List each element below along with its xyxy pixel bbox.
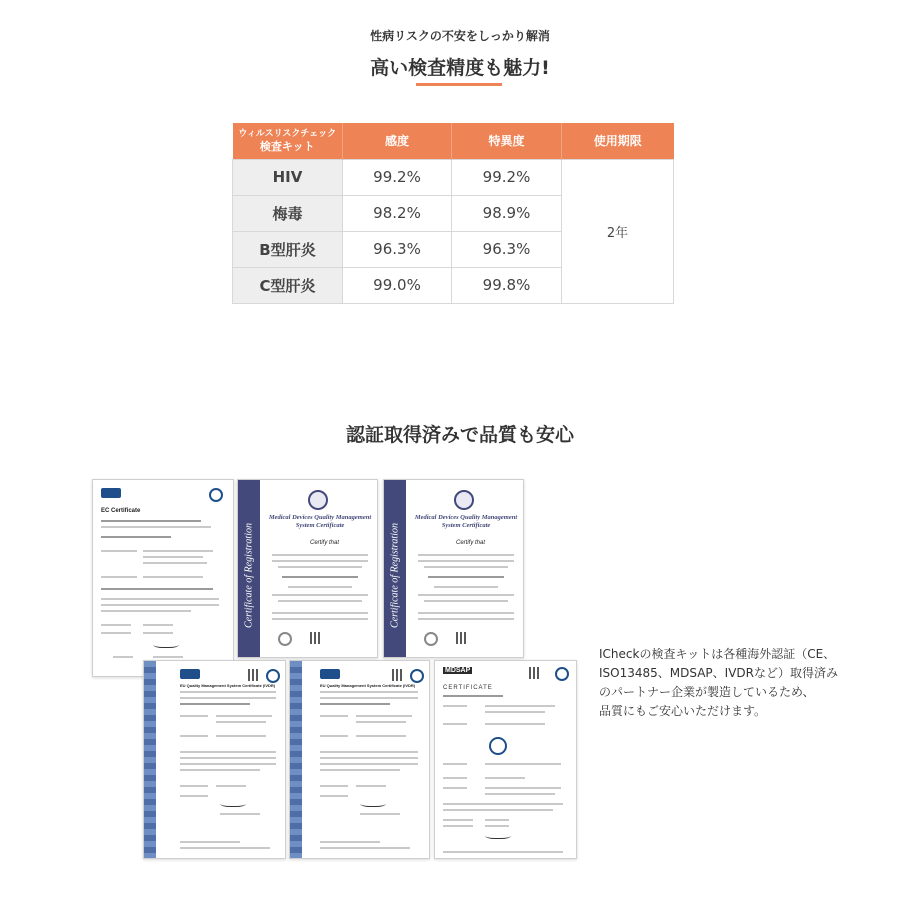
section-title: 高い検査精度も魅力! (370, 57, 550, 79)
ec-certificate-image (92, 479, 234, 677)
table-row (233, 159, 674, 195)
title-underline (416, 83, 502, 86)
section-subtitle: 性病リスクの不安をしっかり解消 (370, 29, 550, 43)
registration-certify: Certify that (310, 540, 340, 546)
tuv-seal-icon (266, 669, 280, 683)
header-sensitivity: 感度 (343, 123, 452, 159)
eu-qms-certificate-image (143, 660, 286, 859)
registration-title: Medical Devices Quality Management System Certificate (268, 514, 372, 529)
row-specificity: 98.9% (452, 195, 562, 231)
row-name: 梅毒 (233, 195, 343, 231)
qr-code-icon (456, 632, 468, 644)
certification-title: 認証取得済みで品質も安心 (345, 424, 574, 446)
accuracy-table (232, 123, 674, 304)
tuv-logo-icon (180, 669, 200, 679)
registration-certificate-image (383, 479, 524, 658)
certification-description (599, 645, 859, 721)
signature-icon (485, 831, 511, 839)
mdsap-certificate-image (434, 660, 577, 859)
iaf-logo-icon (278, 632, 292, 646)
tuv-seal-icon (555, 667, 569, 681)
registration-certify: Certify that (456, 540, 486, 546)
eu-qms-heading: EU Quality Management System Certificate (IVDR) (180, 683, 276, 688)
registration-band-text: Certificate of Registration (389, 523, 401, 628)
qr-code-icon (248, 669, 260, 681)
mdsap-logo: MDSAP (445, 667, 471, 674)
registration-band-text: Certificate of Registration (243, 523, 255, 628)
mdsap-certificate-word: CERTIFICATE (443, 685, 493, 691)
expiry-value: 2年 (562, 159, 674, 303)
description-line: 品質にもご安心いただけます。 (599, 704, 767, 718)
row-specificity: 99.2% (452, 159, 562, 195)
tuv-logo-icon (320, 669, 340, 679)
table-header-row (233, 123, 674, 159)
registration-seal-icon (308, 490, 328, 510)
row-sensitivity: 96.3% (343, 231, 452, 267)
header-expiry: 使用期限 (562, 123, 674, 159)
row-sensitivity: 99.2% (343, 159, 452, 195)
header-kit: ウィルスリスクチェック 検査キット (233, 123, 343, 159)
signature-icon (153, 640, 179, 648)
description-line: ISO13485、MDSAP、IVDRなど）取得済み (599, 666, 838, 680)
qr-code-icon (310, 632, 322, 644)
tuv-logo-icon (489, 737, 507, 755)
tuv-seal-icon (410, 669, 424, 683)
row-name: HIV (233, 159, 343, 195)
tuv-seal-icon (209, 488, 223, 502)
row-sensitivity: 99.0% (343, 267, 452, 303)
eu-qms-certificate-image (289, 660, 430, 859)
row-name: C型肝炎 (233, 267, 343, 303)
signature-icon (220, 799, 246, 807)
row-specificity: 99.8% (452, 267, 562, 303)
row-sensitivity: 98.2% (343, 195, 452, 231)
eu-qms-heading: EU Quality Management System Certificate (IVDR) (320, 683, 416, 688)
description-line: ICheckの検査キットは各種海外認証（CE、 (599, 647, 836, 661)
registration-seal-icon (454, 490, 474, 510)
tuv-logo-icon (101, 488, 121, 498)
iaf-logo-icon (424, 632, 438, 646)
row-specificity: 96.3% (452, 231, 562, 267)
row-name: B型肝炎 (233, 231, 343, 267)
qr-code-icon (392, 669, 404, 681)
description-line: のパートナー企業が製造しているため、 (599, 685, 815, 699)
signature-icon (360, 799, 386, 807)
header-specificity: 特異度 (452, 123, 562, 159)
ec-certificate-heading: EC Certificate (101, 508, 141, 514)
qr-code-icon (529, 667, 541, 679)
registration-certificate-image (237, 479, 378, 658)
registration-title: Medical Devices Quality Management System Certificate (414, 514, 518, 529)
